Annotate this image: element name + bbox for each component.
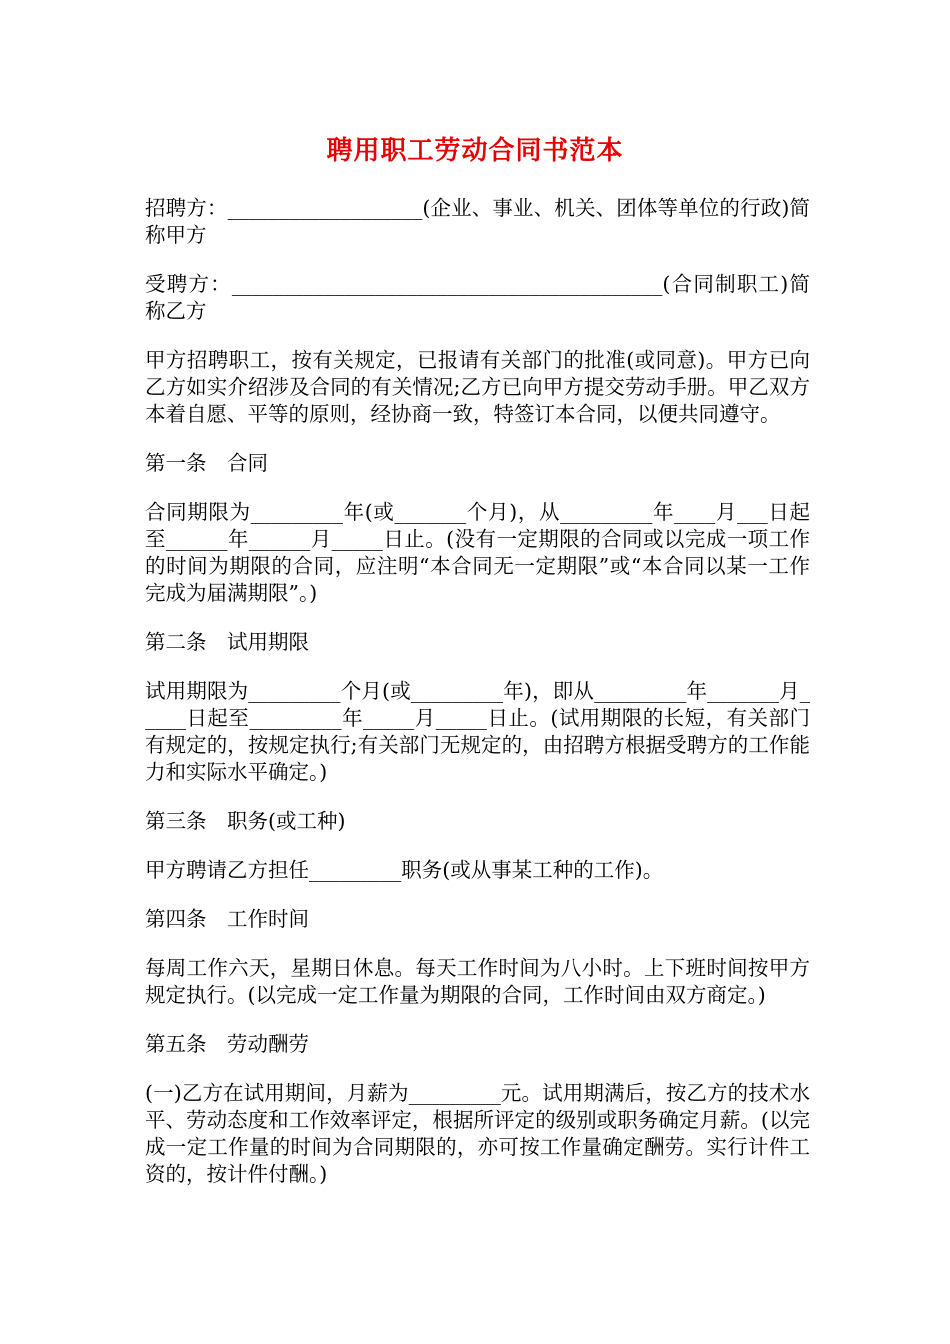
article-4-heading: 第四条 工作时间 xyxy=(145,907,309,931)
document-body xyxy=(145,195,810,1210)
employee-line: 受聘方：__________________________________________(合同制职工)简称乙方 xyxy=(145,272,810,323)
article-3-heading: 第三条 职务(或工种) xyxy=(145,809,346,833)
article-4-body: 每周工作六天，星期日休息。每天工作时间为八小时。上下班时间按甲方规定执行。(以完成一定工作量为期限的合同，工作时间由双方商定。) xyxy=(145,956,810,1007)
preamble-paragraph: 甲方招聘职工，按有关规定，已报请有关部门的批准(或同意)。甲方已向乙方如实介绍涉及合同的有关情况;乙方已向甲方提交劳动手册。甲乙双方本着自愿、平等的原则，经协商一致，特签订本合同，以便共同遵守。 xyxy=(145,348,810,426)
article-1-heading: 第一条 合同 xyxy=(145,451,268,475)
article-2-body: 试用期限为_________个月(或_________年)，即从_________年_______月_____日起至_________年_____月_____日止。(试用期限的长短，有关部门有规定的，按规定执行;有关部门无规定的，由招聘方根据受聘方的工作能力和实际水平确定。) xyxy=(145,679,810,784)
article-1-body: 合同期限为_________年(或_______个月)，从_________年____月___日起至______年______月_____日止。(没有一定期限的合同或以完成一项工作的时间为期限的合同，应注明“本合同无一定期限”或“本合同以某一工作完成为届满期限”。) xyxy=(145,500,810,605)
article-2-heading: 第二条 试用期限 xyxy=(145,630,309,654)
article-5-heading: 第五条 劳动酬劳 xyxy=(145,1032,309,1056)
employer-line: 招聘方：___________________(企业、事业、机关、团体等单位的行政)简称甲方 xyxy=(145,196,810,247)
article-3-body: 甲方聘请乙方担任_________职务(或从事某工种的工作)。 xyxy=(145,858,664,882)
document-title: 聘用职工劳动合同书范本 xyxy=(326,136,624,166)
article-5-body: (一)乙方在试用期间，月薪为_________元。试用期满后，按乙方的技术水平、劳动态度和工作效率评定，根据所评定的级别或职务确定月薪。(以完成一定工作量的时间为合同期限的，亦可按工作量确定酬劳。实行计件工资的，按计件付酬。) xyxy=(145,1081,810,1186)
